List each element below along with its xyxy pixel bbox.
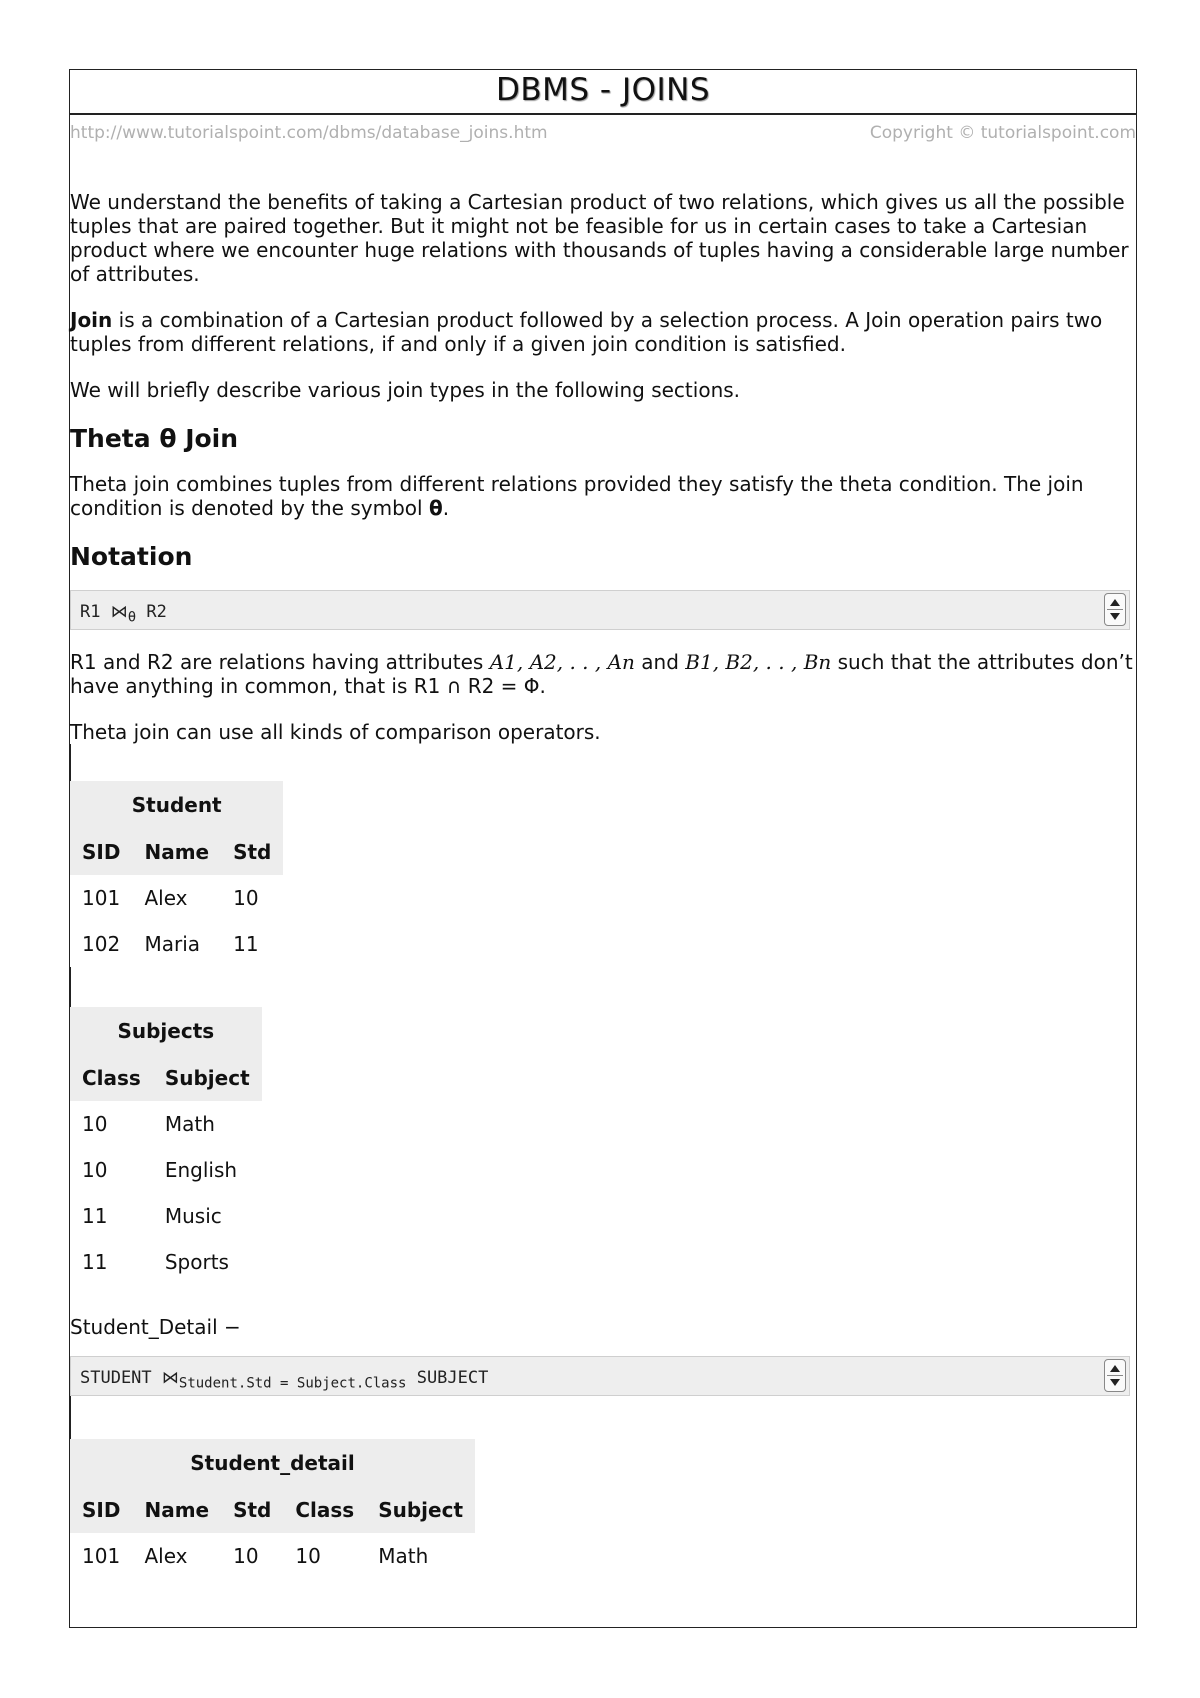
table-row xyxy=(70,1239,262,1285)
theta-join-text-end: . xyxy=(442,496,450,520)
table-cell: 10 xyxy=(82,1158,108,1182)
student-table xyxy=(70,781,283,967)
title-divider xyxy=(70,113,1136,115)
table-caption: Subjects xyxy=(70,1007,262,1055)
detail-scroll-spinner[interactable] xyxy=(1104,1359,1126,1392)
join-definition-text: is a combination of a Cartesian product followed by a selection process. A Join operation pairs two tuples from different relations, if and only if a given join condition is satisfied. xyxy=(70,308,1103,356)
table-cell: 101 xyxy=(82,886,121,910)
student-detail-label: Student_Detail − xyxy=(70,1315,241,1339)
table-header: SID xyxy=(70,829,132,875)
copyright-notice: Copyright © tutorialspoint.com xyxy=(869,123,1136,143)
relations-text-end: such that the attributes don’t have anything in common, that is R1 ∩ R2 = Φ. xyxy=(70,650,1133,698)
table-cell: 101 xyxy=(82,1544,121,1568)
page-title: DBMS - JOINS xyxy=(495,72,710,108)
table-cell: 11 xyxy=(82,1250,108,1274)
join-term: Join xyxy=(70,308,113,332)
notation-heading: Notation xyxy=(70,542,193,571)
theta-join-paragraph xyxy=(70,472,1136,520)
notation-scroll-spinner[interactable] xyxy=(1104,593,1126,626)
theta-join-heading: Theta θ Join xyxy=(70,424,239,453)
left-margin-bar xyxy=(70,967,71,1007)
table-caption: Student xyxy=(70,781,283,829)
subjects-table xyxy=(70,1007,262,1285)
table-cell: Alex xyxy=(144,886,188,910)
table-cell: Sports xyxy=(164,1250,229,1274)
operators-paragraph: Theta join can use all kinds of comparison operators. xyxy=(70,720,601,744)
article-body xyxy=(70,190,1136,1579)
join-types-paragraph: We will briefly describe various join types in the following sections. xyxy=(70,378,741,402)
table-header: Subject xyxy=(366,1487,475,1533)
student-detail-code-box[interactable] xyxy=(70,1356,1130,1396)
relations-description xyxy=(70,650,1136,698)
table-row xyxy=(70,1533,475,1579)
table-cell: 10 xyxy=(82,1112,108,1136)
theta-symbol: θ xyxy=(428,496,443,520)
table-cell: Math xyxy=(164,1112,215,1136)
left-margin-bar xyxy=(70,1396,71,1439)
notation-code-box[interactable] xyxy=(70,590,1130,630)
notation-code-right: R2 xyxy=(136,602,167,622)
detail-code-subscript: Student.Std = Subject.Class xyxy=(178,1375,407,1392)
table-row xyxy=(70,1147,262,1193)
detail-code-left: STUDENT ⋈ xyxy=(80,1368,179,1388)
left-margin-bar xyxy=(70,744,71,781)
table-header: Std xyxy=(221,829,283,875)
table-row xyxy=(70,1193,262,1239)
table-cell: Alex xyxy=(144,1544,188,1568)
student-detail-table xyxy=(70,1439,475,1579)
scroll-down-icon[interactable] xyxy=(1110,613,1120,620)
scroll-up-icon[interactable] xyxy=(1110,599,1120,606)
relations-text: R1 and R2 are relations having attributes xyxy=(70,650,490,674)
theta-join-text: Theta join combines tuples from different relations provided they satisfy the theta condition. The join condition is denoted by the symbol xyxy=(70,472,1084,520)
table-cell: English xyxy=(164,1158,238,1182)
notation-code-left: R1 ⋈ xyxy=(80,602,128,622)
attributes-a: A1, A2, . . , An xyxy=(489,650,635,674)
intro-paragraph: We understand the benefits of taking a Cartesian product of two relations, which gives us all the possible tuples that are paired together. But it might not be feasible for us in certain cases to take a Cartesian product where we encounter huge relations with thousands of tuples having a considerable large number of attributes. xyxy=(70,190,1129,286)
table-header: Subject xyxy=(153,1055,262,1101)
table-cell: 11 xyxy=(233,932,259,956)
table-cell: 11 xyxy=(82,1204,108,1228)
relations-and: and xyxy=(634,650,686,674)
table-header: Name xyxy=(132,829,221,875)
scroll-down-icon[interactable] xyxy=(1110,1379,1120,1386)
page-frame xyxy=(69,69,1137,1628)
table-cell: 10 xyxy=(295,1544,321,1568)
join-definition-paragraph xyxy=(70,308,1136,356)
table-row xyxy=(70,921,283,967)
table-cell: Math xyxy=(378,1544,429,1568)
table-cell: 10 xyxy=(233,886,259,910)
table-cell: 10 xyxy=(233,1544,259,1568)
table-header: Class xyxy=(70,1055,153,1101)
table-header: SID xyxy=(70,1487,132,1533)
notation-code-subscript: θ xyxy=(127,609,137,626)
table-header: Class xyxy=(283,1487,366,1533)
table-cell: 102 xyxy=(82,932,121,956)
table-cell: Maria xyxy=(144,932,200,956)
detail-code-right: SUBJECT xyxy=(406,1368,489,1388)
table-row xyxy=(70,1101,262,1147)
table-row xyxy=(70,875,283,921)
table-header: Std xyxy=(221,1487,283,1533)
attributes-b: B1, B2, . . , Bn xyxy=(685,650,832,674)
table-caption: Student_detail xyxy=(70,1439,475,1487)
source-url: http://www.tutorialspoint.com/dbms/database_joins.htm xyxy=(70,123,548,143)
table-cell: Music xyxy=(164,1204,222,1228)
scroll-up-icon[interactable] xyxy=(1110,1365,1120,1372)
table-header: Name xyxy=(132,1487,221,1533)
